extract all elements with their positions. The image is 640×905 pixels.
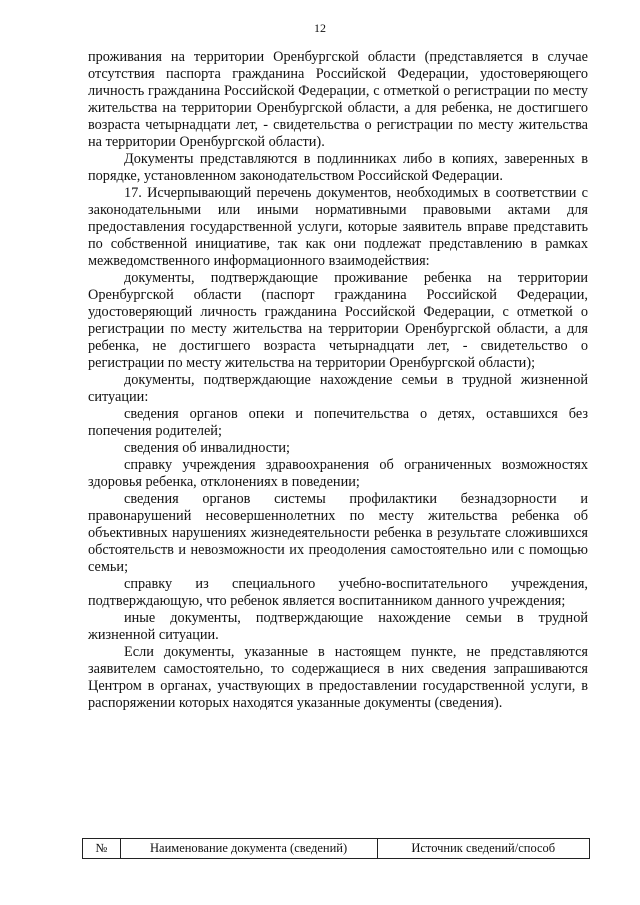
paragraph-5: документы, подтверждающие нахождение семьи в трудной жизненной ситуации: — [88, 372, 588, 405]
table-header-source: Источник сведений/способ — [377, 839, 589, 859]
documents-table — [82, 838, 590, 859]
page-number: 12 — [314, 21, 326, 35]
paragraph-12: Если документы, указанные в настоящем пункте, не представляются заявителем самостоятельно, то содержащиеся в них сведения запрашиваются Центром в органах, участвующих в предоставлении государственной услуги, в распоряжении которых находятся указанные документы (сведения). — [88, 644, 588, 711]
paragraph-11: иные документы, подтверждающие нахождение семьи в трудной жизненной ситуации. — [88, 610, 588, 643]
table-header-row — [83, 839, 590, 859]
table-header-document-name: Наименование документа (сведений) — [120, 839, 377, 859]
document-body — [88, 49, 588, 712]
paragraph-3: 17. Исчерпывающий перечень документов, необходимых в соответствии с законодательными или иными нормативными правовыми актами для предоставления государственной услуги, которые заявитель вправе представить по собственной инициативе, так как они подлежат представлению в рамках межведомственного информационного взаимодействия: — [88, 185, 588, 269]
paragraph-4: документы, подтверждающие проживание ребенка на территории Оренбургской области (паспорт гражданина Российской Федерации, удостоверяющий личность гражданина Российской Федерации, с отметкой о регистрации по месту жительства на территории Оренбургской области, а для ребенка, не достигшего возраста четырнадцати лет, - свидетельство о регистрации по месту жительства на территории Оренбургской области); — [88, 270, 588, 371]
paragraph-9: сведения органов системы профилактики безнадзорности и правонарушений несовершеннолетних по месту жительства ребенка об объективных нарушениях жизнедеятельности ребенка в результате сложившихся обстоятельств и невозможности их преодоления самостоятельно или с помощью семьи; — [88, 491, 588, 575]
paragraph-2: Документы представляются в подлинниках либо в копиях, заверенных в порядке, установленном законодательством Российской Федерации. — [88, 151, 588, 184]
paragraph-10: справку из специального учебно-воспитательного учреждения, подтверждающую, что ребенок является воспитанником данного учреждения; — [88, 576, 588, 609]
table-header-number: № — [83, 839, 121, 859]
paragraph-6: сведения органов опеки и попечительства о детях, оставшихся без попечения родителей; — [88, 406, 588, 439]
paragraph-8: справку учреждения здравоохранения об ограниченных возможностях здоровья ребенка, отклонениях в поведении; — [88, 457, 588, 490]
paragraph-7: сведения об инвалидности; — [124, 440, 291, 456]
paragraph-1: проживания на территории Оренбургской области (представляется в случае отсутствия паспорта гражданина Российской Федерации, удостоверяющего личность гражданина Российской Федерации, с отметкой о регистрации по месту жительства на территории Оренбургской области, а для ребенка, не достигшего возраста четырнадцати лет, - свидетельства о регистрации по месту жительства на территории Оренбургской области). — [88, 49, 588, 150]
